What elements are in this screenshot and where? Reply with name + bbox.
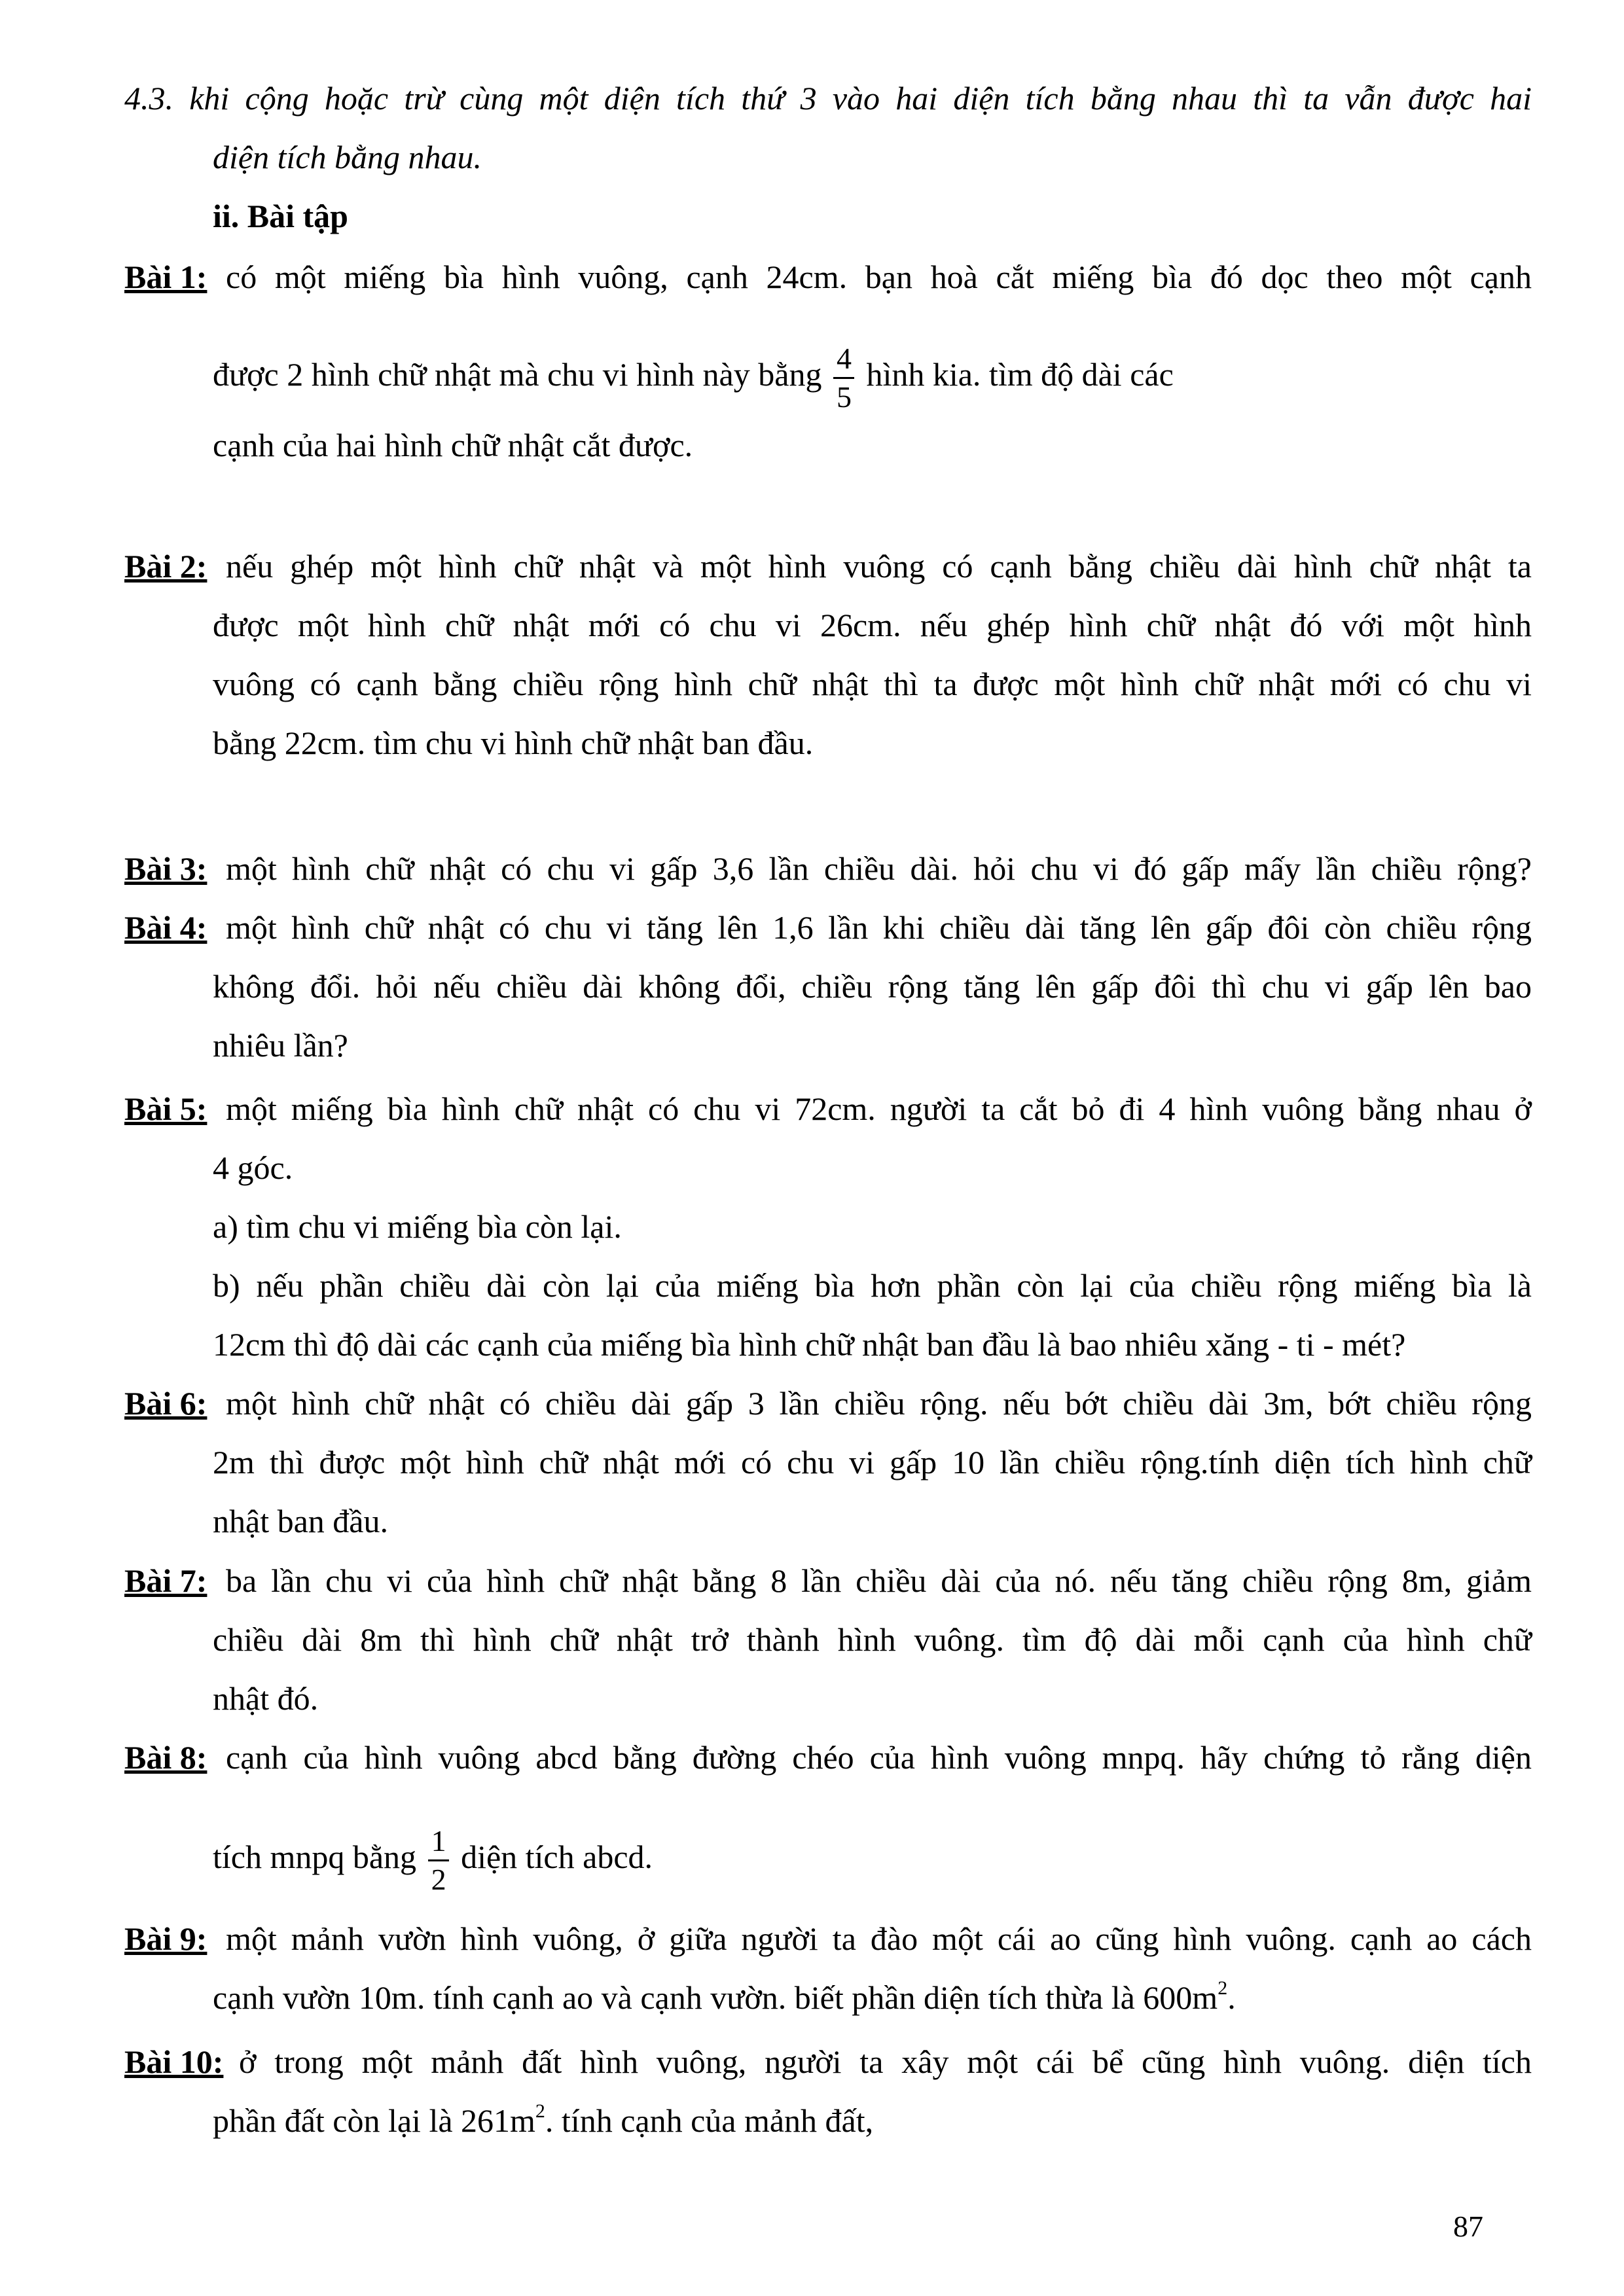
exercise-9-text-end: . [1227, 1979, 1236, 2016]
exercise-label-8: Bài 8: [124, 1739, 208, 1776]
exercise-label-9: Bài 9: [124, 1920, 208, 1957]
exercise-6-line-2: 2m thì được một hình chữ nhật mới có chu vi gấp 10 lần chiều rộng.tính diện tích hình chữ [213, 1444, 1532, 1480]
exercise-label-4: Bài 4: [124, 909, 208, 946]
exercise-1-line-2 [213, 340, 1174, 416]
exercise-8-text-b: diện tích abcd. [461, 1838, 653, 1875]
exercise-label-2: Bài 2: [124, 548, 208, 584]
exercise-1-line-1: có một miếng bìa hình vuông, cạnh 24cm. bạn hoà cắt miếng bìa đó dọc theo một cạnh [226, 259, 1532, 295]
exercise-10-line-2 [213, 2101, 873, 2140]
intro-line-2: diện tích bằng nhau. [213, 139, 482, 175]
exercise-1-text-a: được 2 hình chữ nhật mà chu vi hình này bằng [213, 355, 822, 393]
superscript: 2 [1218, 1977, 1228, 1999]
exercise-label-1: Bài 1: [124, 259, 208, 295]
exercise-3-line-1: một hình chữ nhật có chu vi gấp 3,6 lần chiều dài. hỏi chu vi đó gấp mấy lần chiều rộng? [226, 850, 1532, 887]
exercise-label-5: Bài 5: [124, 1090, 208, 1127]
exercise-4-line-3: nhiêu lần? [213, 1027, 348, 1064]
fraction-1-2 [428, 1823, 449, 1898]
exercise-2-line-4: bằng 22cm. tìm chu vi hình chữ nhật ban đầu. [213, 725, 814, 761]
exercise-6-line-1: một hình chữ nhật có chiều dài gấp 3 lần chiều rộng. nếu bớt chiều dài 3m, bớt chiều rộng [226, 1385, 1532, 1422]
page-number: 87 [1453, 2210, 1483, 2243]
fraction-numerator: 4 [836, 342, 852, 375]
exercise-5-part-b-line-1: b) nếu phần chiều dài còn lại của miếng bìa hơn phần còn lại của chiều rộng miếng bìa là [213, 1267, 1532, 1304]
exercise-7-line-1: ba lần chu vi của hình chữ nhật bằng 8 lần chiều dài của nó. nếu tăng chiều rộng 8m, giảm [226, 1562, 1532, 1599]
fraction-denominator: 5 [836, 380, 852, 414]
exercise-8-line-1: cạnh của hình vuông abcd bằng đường chéo của hình vuông mnpq. hãy chứng tỏ rằng diện [226, 1739, 1532, 1776]
exercise-1-text-b: hình kia. tìm độ dài các [866, 355, 1174, 393]
exercise-label-3: Bài 3: [124, 850, 208, 887]
exercise-9-line-2 [213, 1978, 1236, 2017]
exercise-2-line-2: được một hình chữ nhật mới có chu vi 26cm. nếu ghép hình chữ nhật đó với một hình [213, 607, 1532, 643]
exercise-label-6: Bài 6: [124, 1385, 208, 1422]
exercise-10-text: phần đất còn lại là 261m [213, 2102, 535, 2139]
exercise-8-text-a: tích mnpq bằng [213, 1838, 417, 1875]
exercise-10-text-end: . tính cạnh của mảnh đất, [545, 2102, 874, 2139]
exercise-label-10: Bài 10: [124, 2043, 224, 2080]
exercise-2-line-3: vuông có cạnh bằng chiều rộng hình chữ nhật thì ta được một hình chữ nhật mới có chu vi [213, 666, 1532, 702]
exercise-9-text: cạnh vườn 10m. tính cạnh ao và cạnh vườn. biết phần diện tích thừa là 600m [213, 1979, 1218, 2016]
exercise-5-part-b-line-2: 12cm thì độ dài các cạnh của miếng bìa hình chữ nhật ban đầu là bao nhiêu xăng - ti - mét? [213, 1326, 1406, 1363]
exercise-7-line-3: nhật đó. [213, 1680, 319, 1717]
fraction-numerator: 1 [431, 1824, 446, 1857]
exercise-4-line-1: một hình chữ nhật có chu vi tăng lên 1,6 lần khi chiều dài tăng lên gấp đôi còn chiều rộng [226, 909, 1532, 946]
exercise-5-line-2: 4 góc. [213, 1149, 293, 1186]
exercise-label-7: Bài 7: [124, 1562, 208, 1599]
exercise-6-line-3: nhật ban đầu. [213, 1503, 388, 1539]
superscript: 2 [535, 2100, 545, 2122]
exercise-7-line-2: chiều dài 8m thì hình chữ nhật trở thành hình vuông. tìm độ dài mỗi cạnh của hình chữ [213, 1621, 1532, 1658]
exercise-5-part-a: a) tìm chu vi miếng bìa còn lại. [213, 1208, 622, 1245]
fraction-4-5 [833, 340, 854, 416]
section-heading: ii. Bài tập [213, 198, 348, 234]
exercise-1-line-3: cạnh của hai hình chữ nhật cắt được. [213, 427, 693, 463]
exercise-10-line-1: ở trong một mảnh đất hình vuông, người ta xây một cái bể cũng hình vuông. diện tích [239, 2043, 1532, 2080]
exercise-2-line-1: nếu ghép một hình chữ nhật và một hình vuông có cạnh bằng chiều dài hình chữ nhật ta [226, 548, 1532, 584]
intro-line-1: 4.3. khi cộng hoặc trừ cùng một diện tích thứ 3 vào hai diện tích bằng nhau thì ta vẫn được hai [124, 80, 1532, 117]
exercise-9-line-1: một mảnh vườn hình vuông, ở giữa người ta đào một cái ao cũng hình vuông. cạnh ao cách [226, 1920, 1532, 1957]
exercise-4-line-2: không đổi. hỏi nếu chiều dài không đổi, chiều rộng tăng lên gấp đôi thì chu vi gấp lên bao [213, 968, 1532, 1005]
exercise-8-line-2 [213, 1823, 653, 1898]
fraction-denominator: 2 [431, 1863, 446, 1896]
exercise-5-line-1: một miếng bìa hình chữ nhật có chu vi 72cm. người ta cắt bỏ đi 4 hình vuông bằng nhau ở [226, 1090, 1532, 1127]
